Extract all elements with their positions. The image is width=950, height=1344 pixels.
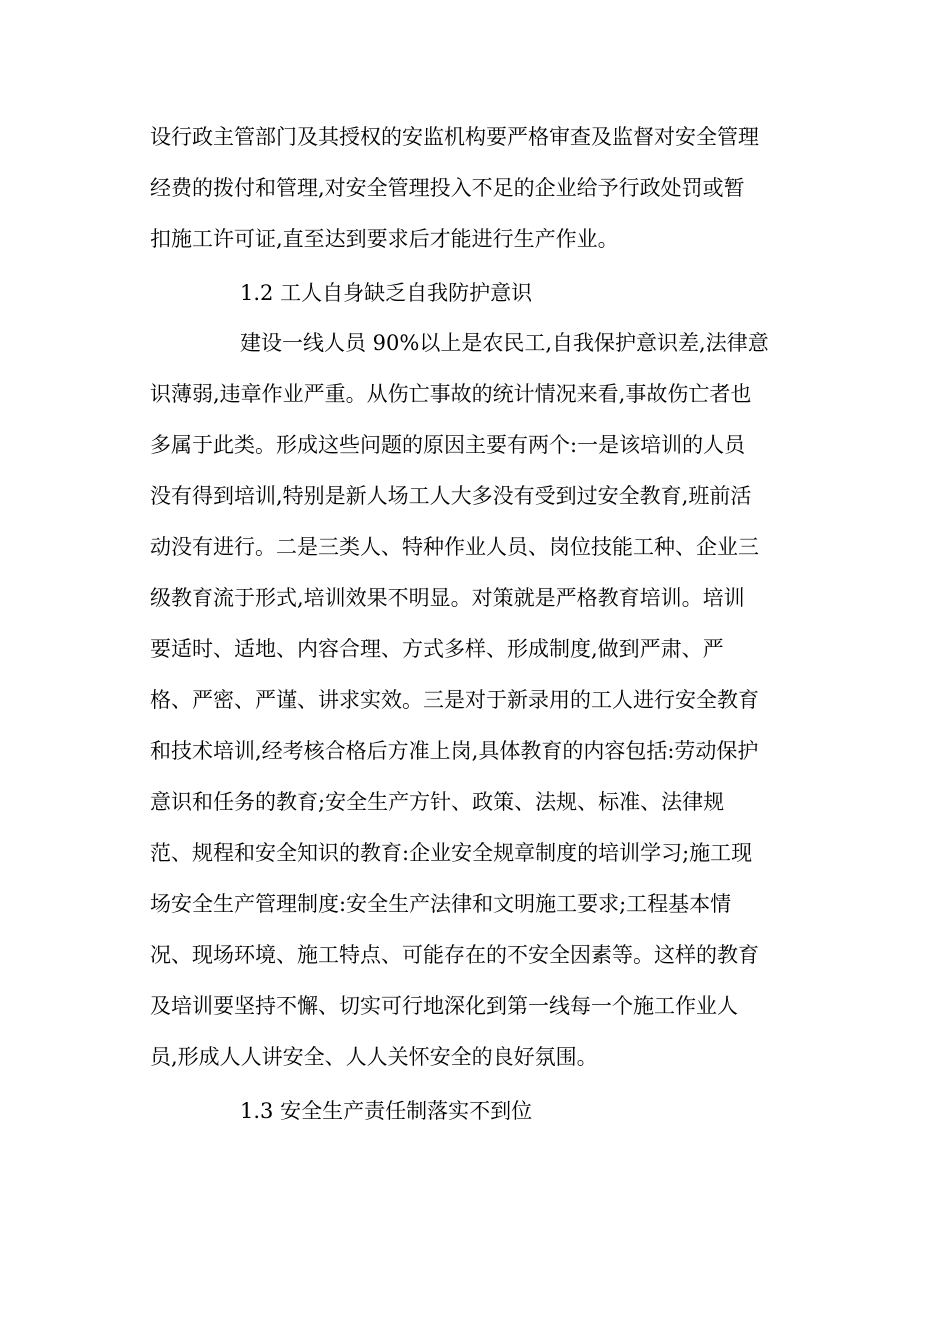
paragraph-line: 建设一线人员 90%以上是农民工,自我保护意识差,法律意: [240, 331, 769, 355]
paragraph-line: 动没有进行。二是三类人、特种作业人员、岗位技能工种、企业三: [150, 535, 759, 559]
paragraph-line: 及培训要坚持不懈、切实可行地深化到第一线每一个施工作业人: [150, 994, 738, 1018]
paragraph-line: 意识和任务的教育;安全生产方针、政策、法规、标准、法律规: [150, 790, 725, 814]
paragraph-line: 员,形成人人讲安全、人人关怀安全的良好氛围。: [150, 1045, 598, 1069]
paragraph-line: 级教育流于形式,培训效果不明显。对策就是严格教育培训。培训: [150, 586, 745, 610]
section-heading: 1.3 安全生产责任制落实不到位: [240, 1099, 533, 1123]
paragraph-line: 识薄弱,违章作业严重。从伤亡事故的统计情况来看,事故伤亡者也: [150, 382, 752, 406]
paragraph-line: 要适时、适地、内容合理、方式多样、形成制度,做到严肃、严: [150, 637, 724, 661]
paragraph-line: 范、规程和安全知识的教育:企业安全规章制度的培训学习;施工现: [150, 841, 753, 865]
paragraph-line: 和技术培训,经考核合格后方准上岗,具体教育的内容包括:劳动保护: [150, 739, 759, 763]
paragraph-line: 格、严密、严谨、讲求实效。三是对于新录用的工人进行安全教育: [150, 688, 759, 712]
paragraph-line: 没有得到培训,特别是新人场工人大多没有受到过安全教育,班前活: [150, 484, 752, 508]
paragraph-line: 况、现场环境、施工特点、可能存在的不安全因素等。这样的教育: [150, 943, 759, 967]
paragraph-line: 场安全生产管理制度:安全生产法律和文明施工要求;工程基本情: [150, 892, 732, 916]
paragraph-line: 设行政主管部门及其授权的安监机构要严格审查及监督对安全管理: [150, 125, 759, 149]
paragraph-line: 扣施工许可证,直至达到要求后才能进行生产作业。: [150, 227, 619, 251]
paragraph-line: 多属于此类。形成这些问题的原因主要有两个:一是该培训的人员: [150, 433, 746, 457]
section-heading: 1.2 工人自身缺乏自我防护意识: [240, 281, 533, 305]
paragraph-line: 经费的拨付和管理,对安全管理投入不足的企业给予行政处罚或暂: [150, 176, 745, 200]
